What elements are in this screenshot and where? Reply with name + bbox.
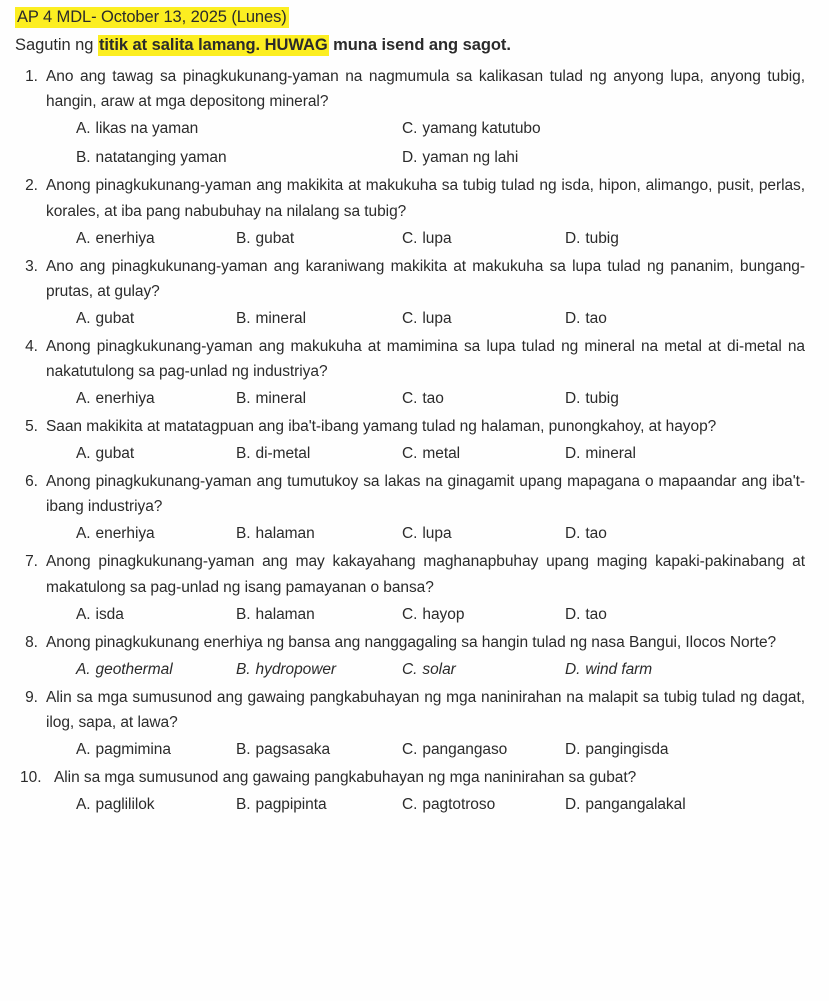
option-b[interactable] <box>236 519 315 548</box>
question-item <box>14 334 807 413</box>
option-b[interactable] <box>236 384 306 413</box>
question-text: Anong pinagkukunang-yaman ang makikita at makukuha sa tubig tulad ng isda, hipon, alimango, pusit, perlas, korales, at iba pang nabubuhay na nilalang sa tubig? <box>46 177 805 220</box>
option-label: tao <box>422 390 444 408</box>
option-letter: B. <box>236 525 251 543</box>
option-b[interactable] <box>236 600 315 629</box>
option-group <box>14 735 807 764</box>
option-letter: D. <box>565 660 581 678</box>
option-label: pagsasaka <box>255 741 331 758</box>
question-line <box>14 549 807 599</box>
option-label: tubig <box>585 390 619 408</box>
option-label: likas na yaman <box>95 120 199 138</box>
option-letter: D. <box>565 390 581 408</box>
question-text: Alin sa mga sumusunod ang gawaing pangkabuhayan ng mga naninirahan sa gubat? <box>54 769 637 786</box>
document-title <box>14 7 807 28</box>
option-d[interactable] <box>565 790 686 819</box>
option-label: gubat <box>255 229 295 247</box>
option-b[interactable] <box>236 224 294 253</box>
question-item <box>14 414 807 468</box>
option-d[interactable] <box>565 600 607 629</box>
option-group <box>14 224 807 253</box>
question-line <box>14 630 807 655</box>
option-letter: A. <box>76 309 91 327</box>
option-letter: C. <box>402 445 418 463</box>
question-item <box>14 64 807 172</box>
option-label: solar <box>422 660 456 678</box>
question-line <box>14 469 807 519</box>
option-letter: D. <box>565 796 581 814</box>
option-letter: D. <box>565 445 581 463</box>
option-label: enerhiya <box>95 390 155 408</box>
question-line <box>14 334 807 384</box>
option-letter: B. <box>236 605 251 623</box>
option-d[interactable] <box>565 439 636 468</box>
option-c[interactable] <box>402 600 464 629</box>
option-c[interactable] <box>402 114 541 143</box>
option-label: tao <box>585 605 607 623</box>
option-label: lupa <box>422 525 452 543</box>
option-label: gubat <box>95 445 135 463</box>
option-label: mineral <box>585 445 636 463</box>
question-text: Anong pinagkukunang-yaman ang may kakayahang maghanapbuhay upang maging kapaki-pakinabang at makatulong sa pag-unlad ng isang pamayanan o bansa? <box>46 553 805 596</box>
option-c[interactable] <box>402 384 444 413</box>
option-d[interactable] <box>565 735 668 764</box>
option-letter: C. <box>402 309 418 327</box>
option-label: di-metal <box>255 445 311 463</box>
option-letter: D. <box>402 149 418 167</box>
question-text: Anong pinagkukunang-yaman ang tumutukoy sa lakas na ginagamit upang mapagana o mapaandar ang iba't-ibang industriya? <box>46 473 805 516</box>
question-item <box>14 469 807 548</box>
option-letter: C. <box>402 525 418 543</box>
option-label: paglililok <box>95 796 155 814</box>
question-item <box>14 685 807 764</box>
option-label: metal <box>422 445 461 463</box>
question-text: Saan makikita at matatagpuan ang iba't-ibang yamang tulad ng halaman, punongkahoy, at hayop? <box>46 418 717 436</box>
option-letter: C. <box>402 120 418 138</box>
option-c[interactable] <box>402 519 452 548</box>
option-letter: B. <box>236 309 251 327</box>
option-label: isda <box>95 605 124 623</box>
question-text: Ano ang pinagkukunang-yaman ang karaniwang makikita at makukuha sa lupa tulad ng pananim, bungang-prutas, at gulay? <box>46 257 805 300</box>
document-title-highlight: AP 4 MDL- October 13, 2025 (Lunes) <box>17 8 287 26</box>
question-text: Ano ang tawag sa pinagkukunang-yaman na nagmumula sa kalikasan tulad ng anyong lupa, anyong tubig, hangin, araw at mga depositong mineral? <box>46 68 805 111</box>
option-letter: C. <box>402 390 418 408</box>
option-label: enerhiya <box>95 525 155 543</box>
option-label: mineral <box>255 309 307 327</box>
question-line <box>14 254 807 304</box>
question-line <box>14 64 807 114</box>
option-a[interactable] <box>76 519 155 548</box>
option-label: halaman <box>255 525 315 543</box>
question-number: 5. <box>25 418 38 436</box>
option-b[interactable] <box>236 735 330 764</box>
option-letter: A. <box>76 796 91 814</box>
option-a[interactable] <box>76 439 134 468</box>
option-letter: B. <box>236 796 251 814</box>
option-group <box>14 304 807 333</box>
option-letter: B. <box>236 390 251 408</box>
option-letter: C. <box>402 229 418 247</box>
question-number: 4. <box>25 337 38 355</box>
instruction-prefix: Sagutin ng <box>15 35 98 54</box>
option-letter: A. <box>76 390 91 408</box>
option-label: pagtotroso <box>422 796 496 814</box>
question-number: 2. <box>25 177 38 195</box>
question-item <box>14 765 807 819</box>
option-label: tubig <box>585 229 619 247</box>
option-a[interactable] <box>76 655 173 684</box>
question-number: 9. <box>25 688 38 706</box>
option-a[interactable] <box>76 304 134 333</box>
option-letter: A. <box>76 605 91 623</box>
question-number: 3. <box>25 257 38 275</box>
question-number: 10. <box>20 769 42 786</box>
option-letter: D. <box>565 741 581 758</box>
option-b[interactable] <box>236 304 306 333</box>
option-letter: D. <box>565 605 581 623</box>
question-item <box>14 549 807 628</box>
option-label: geothermal <box>95 660 173 678</box>
option-group <box>14 790 807 819</box>
option-label: pagmimina <box>95 741 171 758</box>
option-d[interactable] <box>565 384 619 413</box>
option-group <box>14 384 807 413</box>
option-letter: B. <box>76 149 91 167</box>
option-b[interactable] <box>76 143 227 172</box>
option-label: halaman <box>255 605 315 623</box>
question-line <box>14 685 807 735</box>
option-d[interactable] <box>565 655 652 684</box>
question-number: 8. <box>25 633 38 651</box>
option-a[interactable] <box>76 735 171 764</box>
question-line <box>14 414 807 439</box>
option-letter: D. <box>565 525 581 543</box>
option-letter: D. <box>565 229 581 247</box>
option-label: hydropower <box>255 660 337 678</box>
option-letter: C. <box>402 660 418 678</box>
option-d[interactable] <box>565 304 607 333</box>
option-letter: A. <box>76 741 91 758</box>
option-b[interactable] <box>236 790 327 819</box>
option-group <box>14 655 807 684</box>
option-group <box>14 114 807 172</box>
option-label: lupa <box>422 229 452 247</box>
question-line <box>14 173 807 223</box>
option-letter: A. <box>76 445 91 463</box>
option-c[interactable] <box>402 655 456 684</box>
option-label: wind farm <box>585 660 653 678</box>
option-letter: A. <box>76 660 91 678</box>
option-label: tao <box>585 309 607 327</box>
question-text: Anong pinagkukunang-yaman ang makukuha at mamimina sa lupa tulad ng mineral na metal at di-metal na nakatutulong sa pag-unlad ng industriya? <box>46 337 805 381</box>
option-label: yamang katutubo <box>422 120 541 138</box>
option-letter: B. <box>236 229 251 247</box>
option-d[interactable] <box>402 143 518 172</box>
question-number: 7. <box>25 553 38 571</box>
question-text: Alin sa mga sumusunod ang gawaing pangkabuhayan ng mga naninirahan na malapit sa tubig tulad ng dagat, ilog, sapa, at lawa? <box>46 688 805 731</box>
option-c[interactable] <box>402 790 495 819</box>
option-letter: C. <box>402 605 418 623</box>
option-label: mineral <box>255 390 307 408</box>
option-group <box>14 439 807 468</box>
option-c[interactable] <box>402 439 460 468</box>
option-label: hayop <box>422 605 465 623</box>
option-d[interactable] <box>565 224 619 253</box>
option-a[interactable] <box>76 790 155 819</box>
option-b[interactable] <box>236 655 336 684</box>
option-label: pagpipinta <box>255 796 327 814</box>
option-letter: B. <box>236 741 251 758</box>
option-letter: A. <box>76 525 91 543</box>
question-text: Anong pinagkukunang enerhiya ng bansa ang nanggagaling sa hangin tulad ng nasa Bangui, Ilocos Norte? <box>46 633 777 651</box>
option-letter: D. <box>565 309 581 327</box>
option-letter: A. <box>76 229 91 247</box>
option-a[interactable] <box>76 600 124 629</box>
instruction-highlight: titik at salita lamang. HUWAG <box>98 35 328 54</box>
option-label: pangangalakal <box>585 796 686 814</box>
option-letter: C. <box>402 741 418 758</box>
option-c[interactable] <box>402 735 507 764</box>
question-list <box>14 64 807 819</box>
option-d[interactable] <box>565 519 607 548</box>
question-number: 6. <box>25 473 38 491</box>
question-number: 1. <box>25 68 38 86</box>
option-group <box>14 600 807 629</box>
question-item <box>14 254 807 333</box>
option-label: pangangaso <box>422 741 508 758</box>
instruction-line <box>14 35 807 56</box>
option-label: natatanging yaman <box>95 149 227 167</box>
question-line <box>14 765 807 790</box>
option-group <box>14 519 807 548</box>
option-c[interactable] <box>402 224 452 253</box>
option-label: gubat <box>95 309 135 327</box>
option-label: pangingisda <box>585 741 669 758</box>
question-item <box>14 173 807 252</box>
option-a[interactable] <box>76 224 155 253</box>
option-a[interactable] <box>76 384 155 413</box>
question-item <box>14 630 807 684</box>
option-a[interactable] <box>76 114 198 143</box>
option-letter: B. <box>236 445 251 463</box>
option-b[interactable] <box>236 439 310 468</box>
option-label: tao <box>585 525 607 543</box>
option-letter: A. <box>76 120 91 138</box>
option-label: enerhiya <box>95 229 155 247</box>
instruction-suffix: muna isend ang sagot. <box>328 35 511 54</box>
option-letter: B. <box>236 660 251 678</box>
option-c[interactable] <box>402 304 452 333</box>
option-label: lupa <box>422 309 452 327</box>
option-label: yaman ng lahi <box>422 149 519 167</box>
option-letter: C. <box>402 796 418 814</box>
